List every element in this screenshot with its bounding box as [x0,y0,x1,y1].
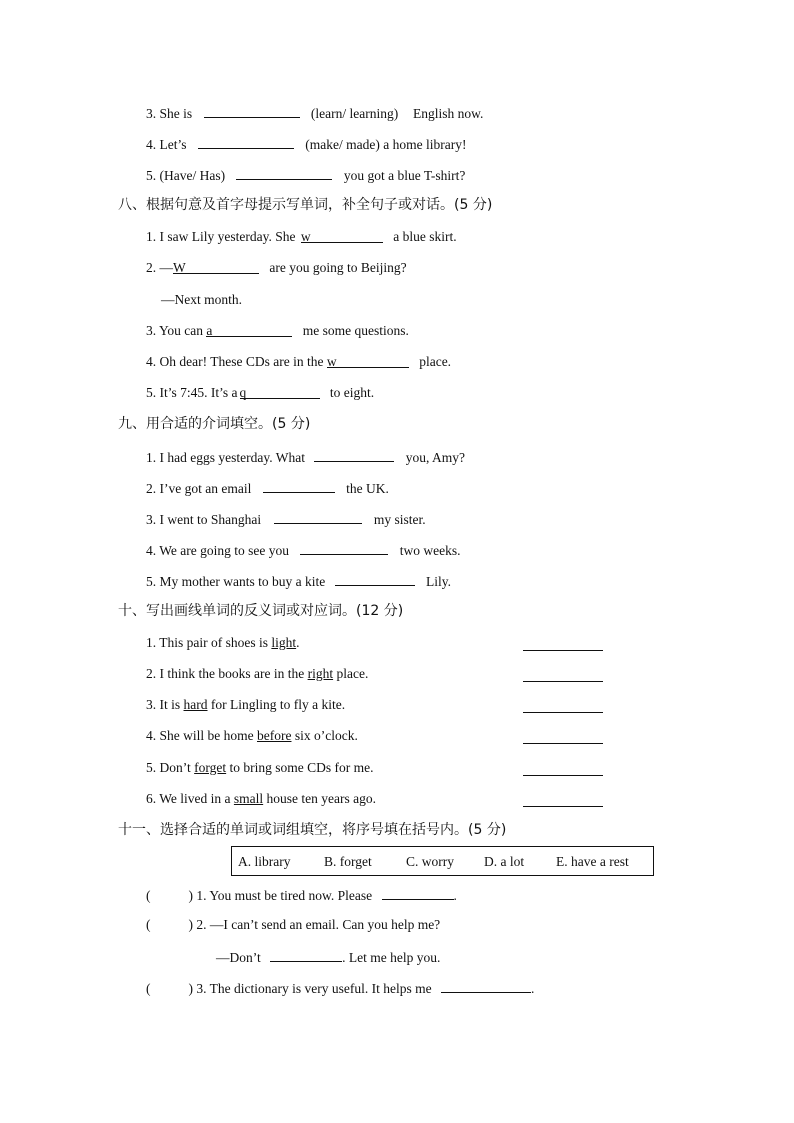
answer-blank[interactable] [327,353,409,368]
answer-blank[interactable] [300,540,388,555]
question-text: for Lingling to fly a kite. [210,697,346,712]
sec8-q4 [146,353,451,371]
question-text: ) 2. —I can’t send an email. Can you help me? [188,917,441,932]
first-letter-hint: w [326,354,337,369]
option-c: C. worry [406,854,454,869]
question-text: 1. I saw Lily yesterday. She [146,229,296,244]
underlined-word: small [233,791,264,806]
question-text: six o’clock. [294,728,358,743]
underlined-word: hard [183,697,208,712]
question-text: a blue skirt. [393,229,457,244]
sec10-q4 [146,727,358,745]
question-text: 4. Oh dear! These CDs are in the [146,354,324,369]
question-text: English now. [412,106,484,121]
question-text: . [453,888,457,903]
sec11-q3 [146,978,534,998]
underlined-word: before [257,728,292,743]
sec8-q2-reply: —Next month. [161,292,242,307]
underlined-word: forget [194,760,227,775]
option-d: D. a lot [484,854,525,869]
question-text: 4. We are going to see you [146,543,290,558]
answer-blank[interactable] [382,885,454,900]
question-text: ) 1. You must be tired now. Please [188,888,373,903]
answer-paren[interactable]: ( [146,917,151,932]
answer-blank[interactable] [206,322,292,337]
question-text: 4. Let’s [146,137,187,152]
question-text: 3. It is [146,697,181,712]
sec11-q2-reply [216,947,440,967]
answer-blank[interactable] [335,571,415,586]
answer-blank[interactable] [270,947,342,962]
sec9-q2 [146,478,389,498]
question-text: 5. It’s 7:45. It’s a [146,385,238,400]
sec10-q2 [146,665,368,683]
option-b: B. forget [324,854,372,869]
question-text: place. [419,354,452,369]
answer-paren[interactable]: ( [146,888,151,903]
question-text: a home library! [383,137,467,152]
section-11-title: 十一、选择合适的单词或词组填空，将序号填在括号内。(5 分) [118,822,507,838]
sec10-q1 [146,634,300,652]
question-text: 5. Don’t [146,760,191,775]
sec8-q3 [146,322,409,340]
answer-blank[interactable] [236,165,332,180]
answer-blank[interactable] [198,134,294,149]
sec8-q5 [146,384,374,402]
question-text: 3. You can [146,323,204,338]
answer-line[interactable] [523,806,603,807]
answer-line[interactable] [523,712,603,713]
sec9-q5 [146,571,451,591]
question-text: me some questions. [302,323,409,338]
question-text: 2. — [146,260,173,275]
question-text: . [296,635,300,650]
question-text: 3. She is [146,106,193,121]
answer-line[interactable] [523,650,603,651]
answer-blank[interactable] [274,509,362,524]
option-e: E. have a rest [556,854,629,869]
question-text: are you going to Beijing? [269,260,407,275]
question-text: to eight. [329,385,375,400]
answer-blank[interactable] [173,259,259,274]
answer-blank[interactable] [240,384,320,399]
section-9-title: 九、用合适的介词填空。(5 分) [118,416,311,432]
question-text: 2. I’ve got an email [146,481,252,496]
sec8-q2 [146,259,407,277]
sec7-q4 [146,134,466,154]
sec8-q1 [146,228,457,246]
sec11-q1 [146,885,457,905]
sec7-q5 [146,165,465,185]
question-text: place. [336,666,369,681]
answer-line[interactable] [523,775,603,776]
sec9-q1 [146,447,465,467]
question-text: 1. I had eggs yesterday. What [146,450,305,465]
options-box [231,846,654,876]
sec10-q6 [146,790,376,808]
question-text: . [530,981,535,996]
question-text: the UK. [346,481,389,496]
question-text: house ten years ago. [266,791,376,806]
question-text: ) 3. The dictionary is very useful. It helps me [188,981,432,996]
answer-line[interactable] [523,743,603,744]
question-text: —Don’t [216,950,261,965]
question-text: to bring some CDs for me. [229,760,374,775]
question-text: two weeks. [399,543,461,558]
question-text: you got a blue T-shirt? [343,168,466,183]
question-text: 1. This pair of shoes is [146,635,268,650]
sec9-q3 [146,509,426,529]
sec11-q2 [146,916,440,934]
answer-blank[interactable] [301,228,383,243]
first-letter-hint: W [173,260,186,275]
answer-blank[interactable] [263,478,335,493]
answer-line[interactable] [523,681,603,682]
question-text: 6. We lived in a [146,791,231,806]
sec10-q5 [146,759,374,777]
question-text: you, Amy? [405,450,465,465]
question-text: 5. My mother wants to buy a kite [146,574,326,589]
first-letter-hint: q [239,385,247,400]
underlined-word: light [271,635,297,650]
question-text: my sister. [373,512,426,527]
question-text: 3. I went to Shanghai [146,512,262,527]
hint-text: (learn/ learning) [310,106,399,121]
hint-text: (make/ made) [305,137,380,152]
first-letter-hint: a [206,323,213,338]
answer-blank[interactable] [314,447,394,462]
answer-blank[interactable] [204,103,300,118]
sec7-q3 [146,103,483,123]
question-text: 5. (Have/ Has) [146,168,226,183]
underlined-word: right [307,666,334,681]
answer-blank[interactable] [441,978,531,993]
option-a: A. library [238,854,291,869]
question-text: Lily. [425,574,451,589]
question-text: . Let me help you. [342,950,441,965]
section-10-title: 十、写出画线单词的反义词或对应词。(12 分) [118,603,404,619]
answer-paren[interactable]: ( [146,981,151,996]
sec9-q4 [146,540,461,560]
question-text: 4. She will be home [146,728,254,743]
sec10-q3 [146,696,345,714]
first-letter-hint: w [300,229,311,244]
section-8-title: 八、根据句意及首字母提示写单词，补全句子或对话。(5 分) [118,197,493,213]
question-text: 2. I think the books are in the [146,666,305,681]
